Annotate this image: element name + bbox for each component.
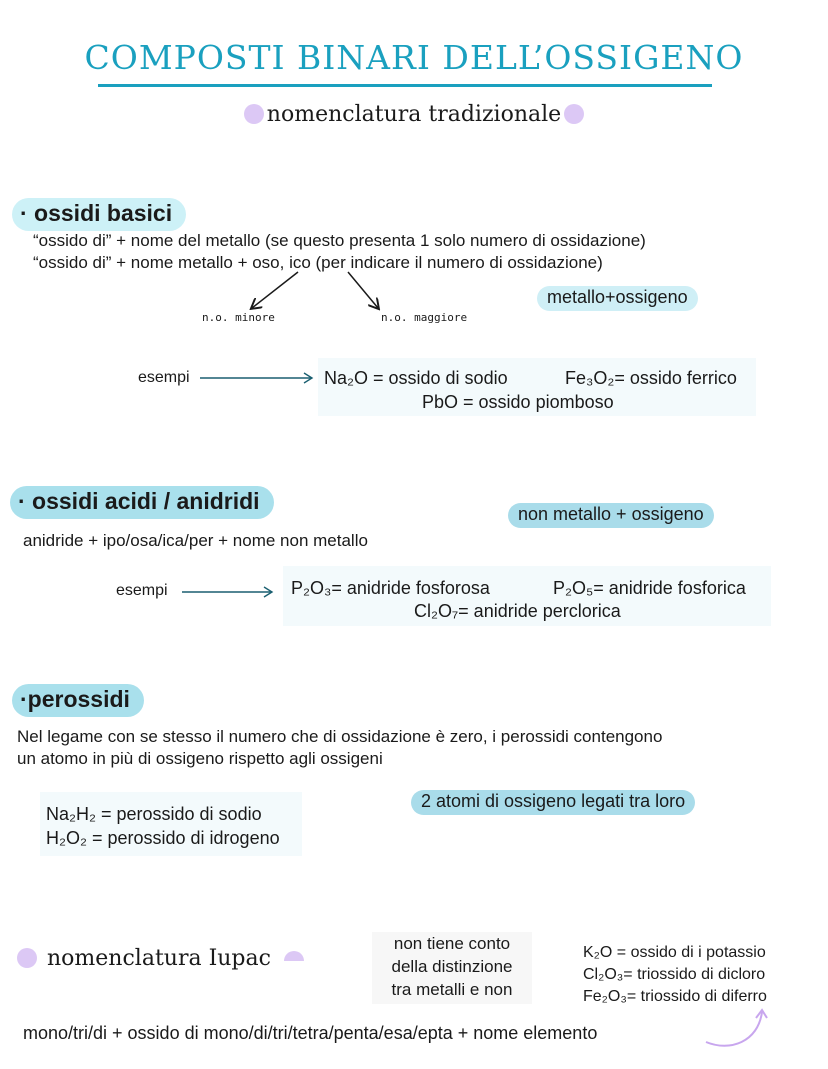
- note-metallo-ossigeno: metallo+ossigeno: [537, 286, 698, 311]
- examples-label: esempi: [138, 369, 190, 386]
- heading-perossidi: ·perossidi: [12, 684, 144, 717]
- heading-ossidi-acidi: · ossidi acidi / anidridi: [10, 486, 274, 519]
- arrow-right-icon: [180, 585, 276, 599]
- heading-nomenclatura-iupac: [14, 946, 306, 971]
- iupac-note-box: [372, 932, 532, 1004]
- basici-rule-1: “ossido di” + nome del metallo (se questo presenta 1 solo numero di ossidazione): [33, 231, 646, 250]
- perossidi-text-1: Nel legame con se stesso il numero che di ossidazione è zero, i perossidi contengono: [17, 727, 663, 746]
- iupac-example-fe2o3: Fe₂O₃= triossido di diferro: [583, 988, 767, 1005]
- perossidi-text-2: un atomo in più di ossigeno rispetto agli ossigeni: [17, 749, 383, 768]
- section-subtitle: [0, 102, 828, 127]
- label-no-maggiore: n.o. maggiore: [381, 311, 468, 324]
- example-na2o: Na₂O = ossido di sodio: [324, 368, 508, 388]
- example-na2h2: Na₂H₂ = perossido di sodio: [46, 804, 262, 824]
- note-atomi-ossigeno: 2 atomi di ossigeno legati tra loro: [411, 790, 695, 815]
- example-cl2o7: Cl₂O₇= anidride perclorica: [414, 601, 621, 621]
- iupac-heading-text: nomenclatura Iupac: [47, 946, 271, 971]
- arrow-maggiore-icon: [348, 272, 378, 308]
- lilac-dot-icon: [244, 104, 264, 124]
- iupac-note-line-2: della distinzione: [391, 957, 513, 976]
- example-pbo: PbO = ossido piomboso: [422, 392, 614, 412]
- page-title: COMPOSTI BINARI DELL’OSSIGENO: [84, 38, 744, 77]
- oxidation-arrows: [240, 268, 390, 316]
- curved-arrow-icon: [700, 1006, 772, 1050]
- acidi-rule: anidride + ipo/osa/ica/per + nome non metallo: [23, 531, 368, 550]
- examples-label: esempi: [116, 582, 168, 599]
- iupac-note-line-3: tra metalli e non: [391, 980, 513, 999]
- arrow-minore-icon: [252, 272, 298, 308]
- lilac-half-dot-icon: [282, 949, 306, 963]
- lilac-dot-icon: [564, 104, 584, 124]
- arrow-right-icon: [198, 371, 316, 385]
- title-underline: [98, 84, 712, 87]
- lilac-dot-icon: [17, 948, 37, 968]
- example-p2o5: P₂O₅= anidride fosforica: [553, 578, 746, 598]
- example-fe3o2: Fe₃O₂= ossido ferrico: [565, 368, 737, 388]
- note-non-metallo-ossigeno: non metallo + ossigeno: [508, 503, 714, 528]
- subtitle-text: nomenclatura tradizionale: [266, 102, 562, 127]
- iupac-note-line-1: non tiene conto: [393, 934, 511, 953]
- example-h2o2: H₂O₂ = perossido di idrogeno: [46, 828, 280, 848]
- label-no-minore: n.o. minore: [202, 311, 275, 324]
- basici-rule-2: “ossido di” + nome metallo + oso, ico (per indicare il numero di ossidazione): [33, 253, 603, 272]
- iupac-example-cl2o3: Cl₂O₃= triossido di dicloro: [583, 966, 766, 983]
- example-p2o3: P₂O₃= anidride fosforosa: [291, 578, 490, 598]
- iupac-example-k2o: K₂O = ossido di i potassio: [583, 944, 766, 961]
- heading-ossidi-basici: · ossidi basici: [12, 198, 186, 231]
- iupac-formula: mono/tri/di + ossido di mono/di/tri/tetra/penta/esa/epta + nome elemento: [23, 1023, 598, 1043]
